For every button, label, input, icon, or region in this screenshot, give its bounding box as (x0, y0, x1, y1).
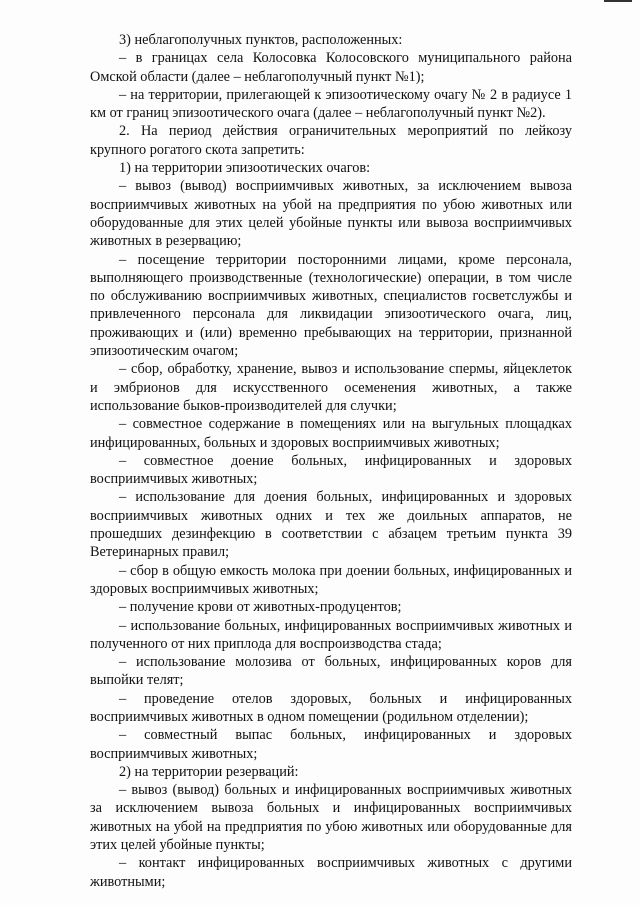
paragraph: – сбор в общую емкость молока при доении больных, инфицированных и здоровых восприимчивых животных; (90, 562, 572, 597)
paragraph: 1) на территории эпизоотических очагов: (119, 160, 371, 177)
paragraph: – на территории, прилегающей к эпизоотическому очагу № 2 в радиусе 1 км от границ эпизоотического очага (далее – неблагополучный пункт №2). (90, 86, 572, 122)
paragraph: 2) на территории резерваций: (119, 763, 299, 780)
paragraph: – использование молозива от больных, инфицированных коров для выпойки телят; (90, 654, 572, 689)
paragraph: – совместный выпас больных, инфицированных и здоровых восприимчивых животных; (90, 727, 572, 762)
scan-mark (604, 0, 632, 2)
paragraph: – использование для доения больных, инфицированных и здоровых восприимчивых животных одних и тех же доильных аппаратов, не прошедших дезинфекцию в соответствии с абзацем третьим пункта 39 Ветеринарных правил; (90, 489, 572, 561)
paragraph: – использование больных, инфицированных восприимчивых животных и полученного от них приплода для воспроизводства стада; (90, 617, 572, 652)
paragraph: 2. На период действия ограничительных мероприятий по лейкозу крупного рогатого скота запретить: (90, 123, 572, 158)
paragraph: – совместное доение больных, инфицированных и здоровых восприимчивых животных; (90, 452, 572, 488)
document-body (90, 31, 572, 891)
paragraph: – посещение территории посторонними лицами, кроме персонала, выполняющего производственные (технологические) операции, в том числе по обслуживанию восприимчивых животных, специалистов госветслужбы и привлеченного персонала для ликвидации эпизоотического очага, лиц, проживающих и (или) временно пребывающих на территории, признанной эпизоотическим очагом; (90, 251, 572, 360)
paragraph: – получение крови от животных-продуцентов; (119, 599, 402, 616)
paragraph: – вывоз (вывод) больных и инфицированных восприимчивых животных за исключением вывоза больных и инфицированных восприимчивых животных на убой на предприятия по убою животных или оборудованные для этих целей убойные пункты; (90, 782, 572, 854)
paragraph: 3) неблагополучных пунктов, расположенных: (119, 32, 403, 48)
paragraph: – проведение отелов здоровых, больных и инфицированных восприимчивых животных в одном помещении (родильном отделении); (90, 690, 572, 725)
paragraph: – в границах села Колосовка Колосовского муниципального района Омской области (далее – неблагополучный пункт №1); (90, 50, 572, 85)
paragraph: – контакт инфицированных восприимчивых животных с другими животными; (90, 855, 572, 890)
paragraph: – сбор, обработку, хранение, вывоз и использование спермы, яйцеклеток и эмбрионов для искусственного осеменения животных, а также использование быков-производителей для случки; (90, 361, 572, 414)
paragraph: – совместное содержание в помещениях или на выгульных площадках инфицированных, больных и здоровых восприимчивых животных; (90, 416, 572, 451)
paragraph: – вывоз (вывод) восприимчивых животных, за исключением вывоза восприимчивых животных на убой на предприятия по убою животных или оборудованные для этих целей убойные пункты или вывоза восприимчивых животных в резервацию; (90, 178, 572, 250)
